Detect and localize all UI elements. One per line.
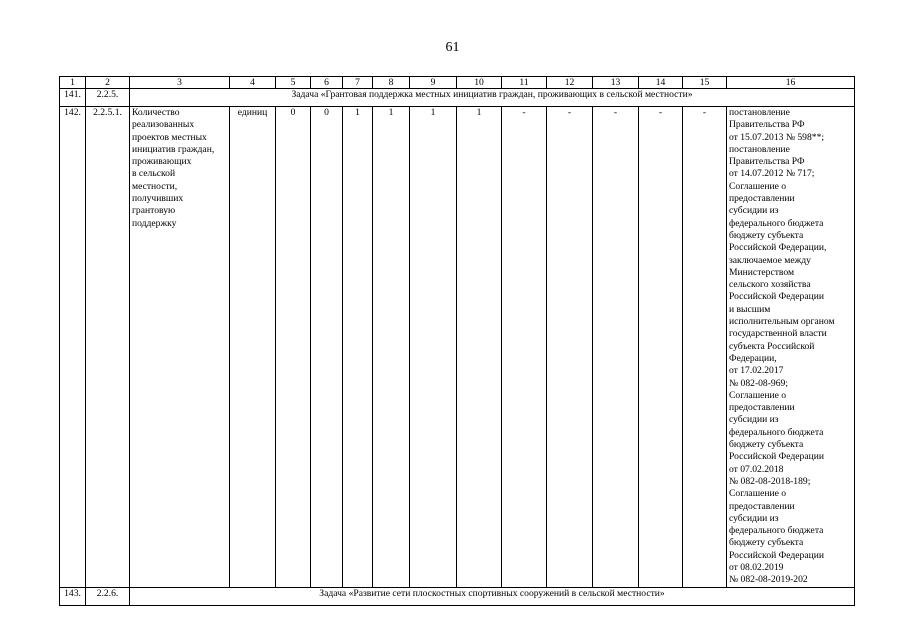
task-title: Задача «Грантовая поддержка местных инициатив граждан, проживающих в сельской местности» (130, 89, 855, 107)
value-cell: 1 (410, 107, 457, 588)
value-cell: 0 (311, 107, 343, 588)
value-cell: - (547, 107, 593, 588)
column-number: 16 (727, 77, 855, 89)
row-number: 141. (60, 89, 86, 107)
table-row-141 (60, 89, 855, 107)
row-code: 2.2.5. (86, 89, 130, 107)
column-number: 5 (276, 77, 311, 89)
unit-of-measure: единиц (230, 107, 276, 588)
column-number: 11 (502, 77, 547, 89)
column-number: 14 (639, 77, 683, 89)
value-cell: 1 (343, 107, 373, 588)
row-code: 2.2.6. (86, 588, 130, 606)
source-documents: постановление Правительства РФ от 15.07.2013 № 598**; постановление Правительства РФ от 14.07.2012 № 717; Соглашение о предоставлении субсидии из федерального бюджета бюджету субъекта Российской Федерации, заключаемое между Министерством сельского хозяйства Российской Федерации и высшим исполнительным органом государственной власти субъекта Российской Федерации, от 17.02.2017 № 082-08-969; Соглашение о предоставлении субсидии из федерального бюджета бюджету субъекта Российской Федерации от 07.02.2018 № 082-08-2018-189; Соглашение о предоставлении субсидии из федерального бюджета бюджету субъекта Российской Федерации от 08.02.2019 № 082-08-2019-202 (727, 107, 855, 588)
column-number: 10 (457, 77, 502, 89)
indicator-name: Количество реализованных проектов местных инициатив граждан, проживающих в сельской местности, получивших грантовую поддержку (130, 107, 230, 588)
row-code: 2.2.5.1. (86, 107, 130, 588)
row-number: 142. (60, 107, 86, 588)
column-number: 15 (683, 77, 727, 89)
value-cell: - (593, 107, 639, 588)
value-cell: - (502, 107, 547, 588)
task-title: Задача «Развитие сети плоскостных спортивных сооружений в сельской местности» (130, 588, 855, 606)
column-number: 6 (311, 77, 343, 89)
column-number-row (60, 77, 855, 89)
value-cell: 1 (373, 107, 410, 588)
table-row-143 (60, 588, 855, 606)
column-number: 8 (373, 77, 410, 89)
value-cell: 0 (276, 107, 311, 588)
value-cell: 1 (457, 107, 502, 588)
column-number: 12 (547, 77, 593, 89)
column-number: 3 (130, 77, 230, 89)
value-cell: - (639, 107, 683, 588)
indicators-table (59, 76, 855, 606)
page-number: 61 (445, 40, 460, 55)
row-number: 143. (60, 588, 86, 606)
column-number: 9 (410, 77, 457, 89)
column-number: 13 (593, 77, 639, 89)
column-number: 4 (230, 77, 276, 89)
table-row-142 (60, 107, 855, 588)
column-number: 2 (86, 77, 130, 89)
column-number: 7 (343, 77, 373, 89)
value-cell: - (683, 107, 727, 588)
column-number: 1 (60, 77, 86, 89)
